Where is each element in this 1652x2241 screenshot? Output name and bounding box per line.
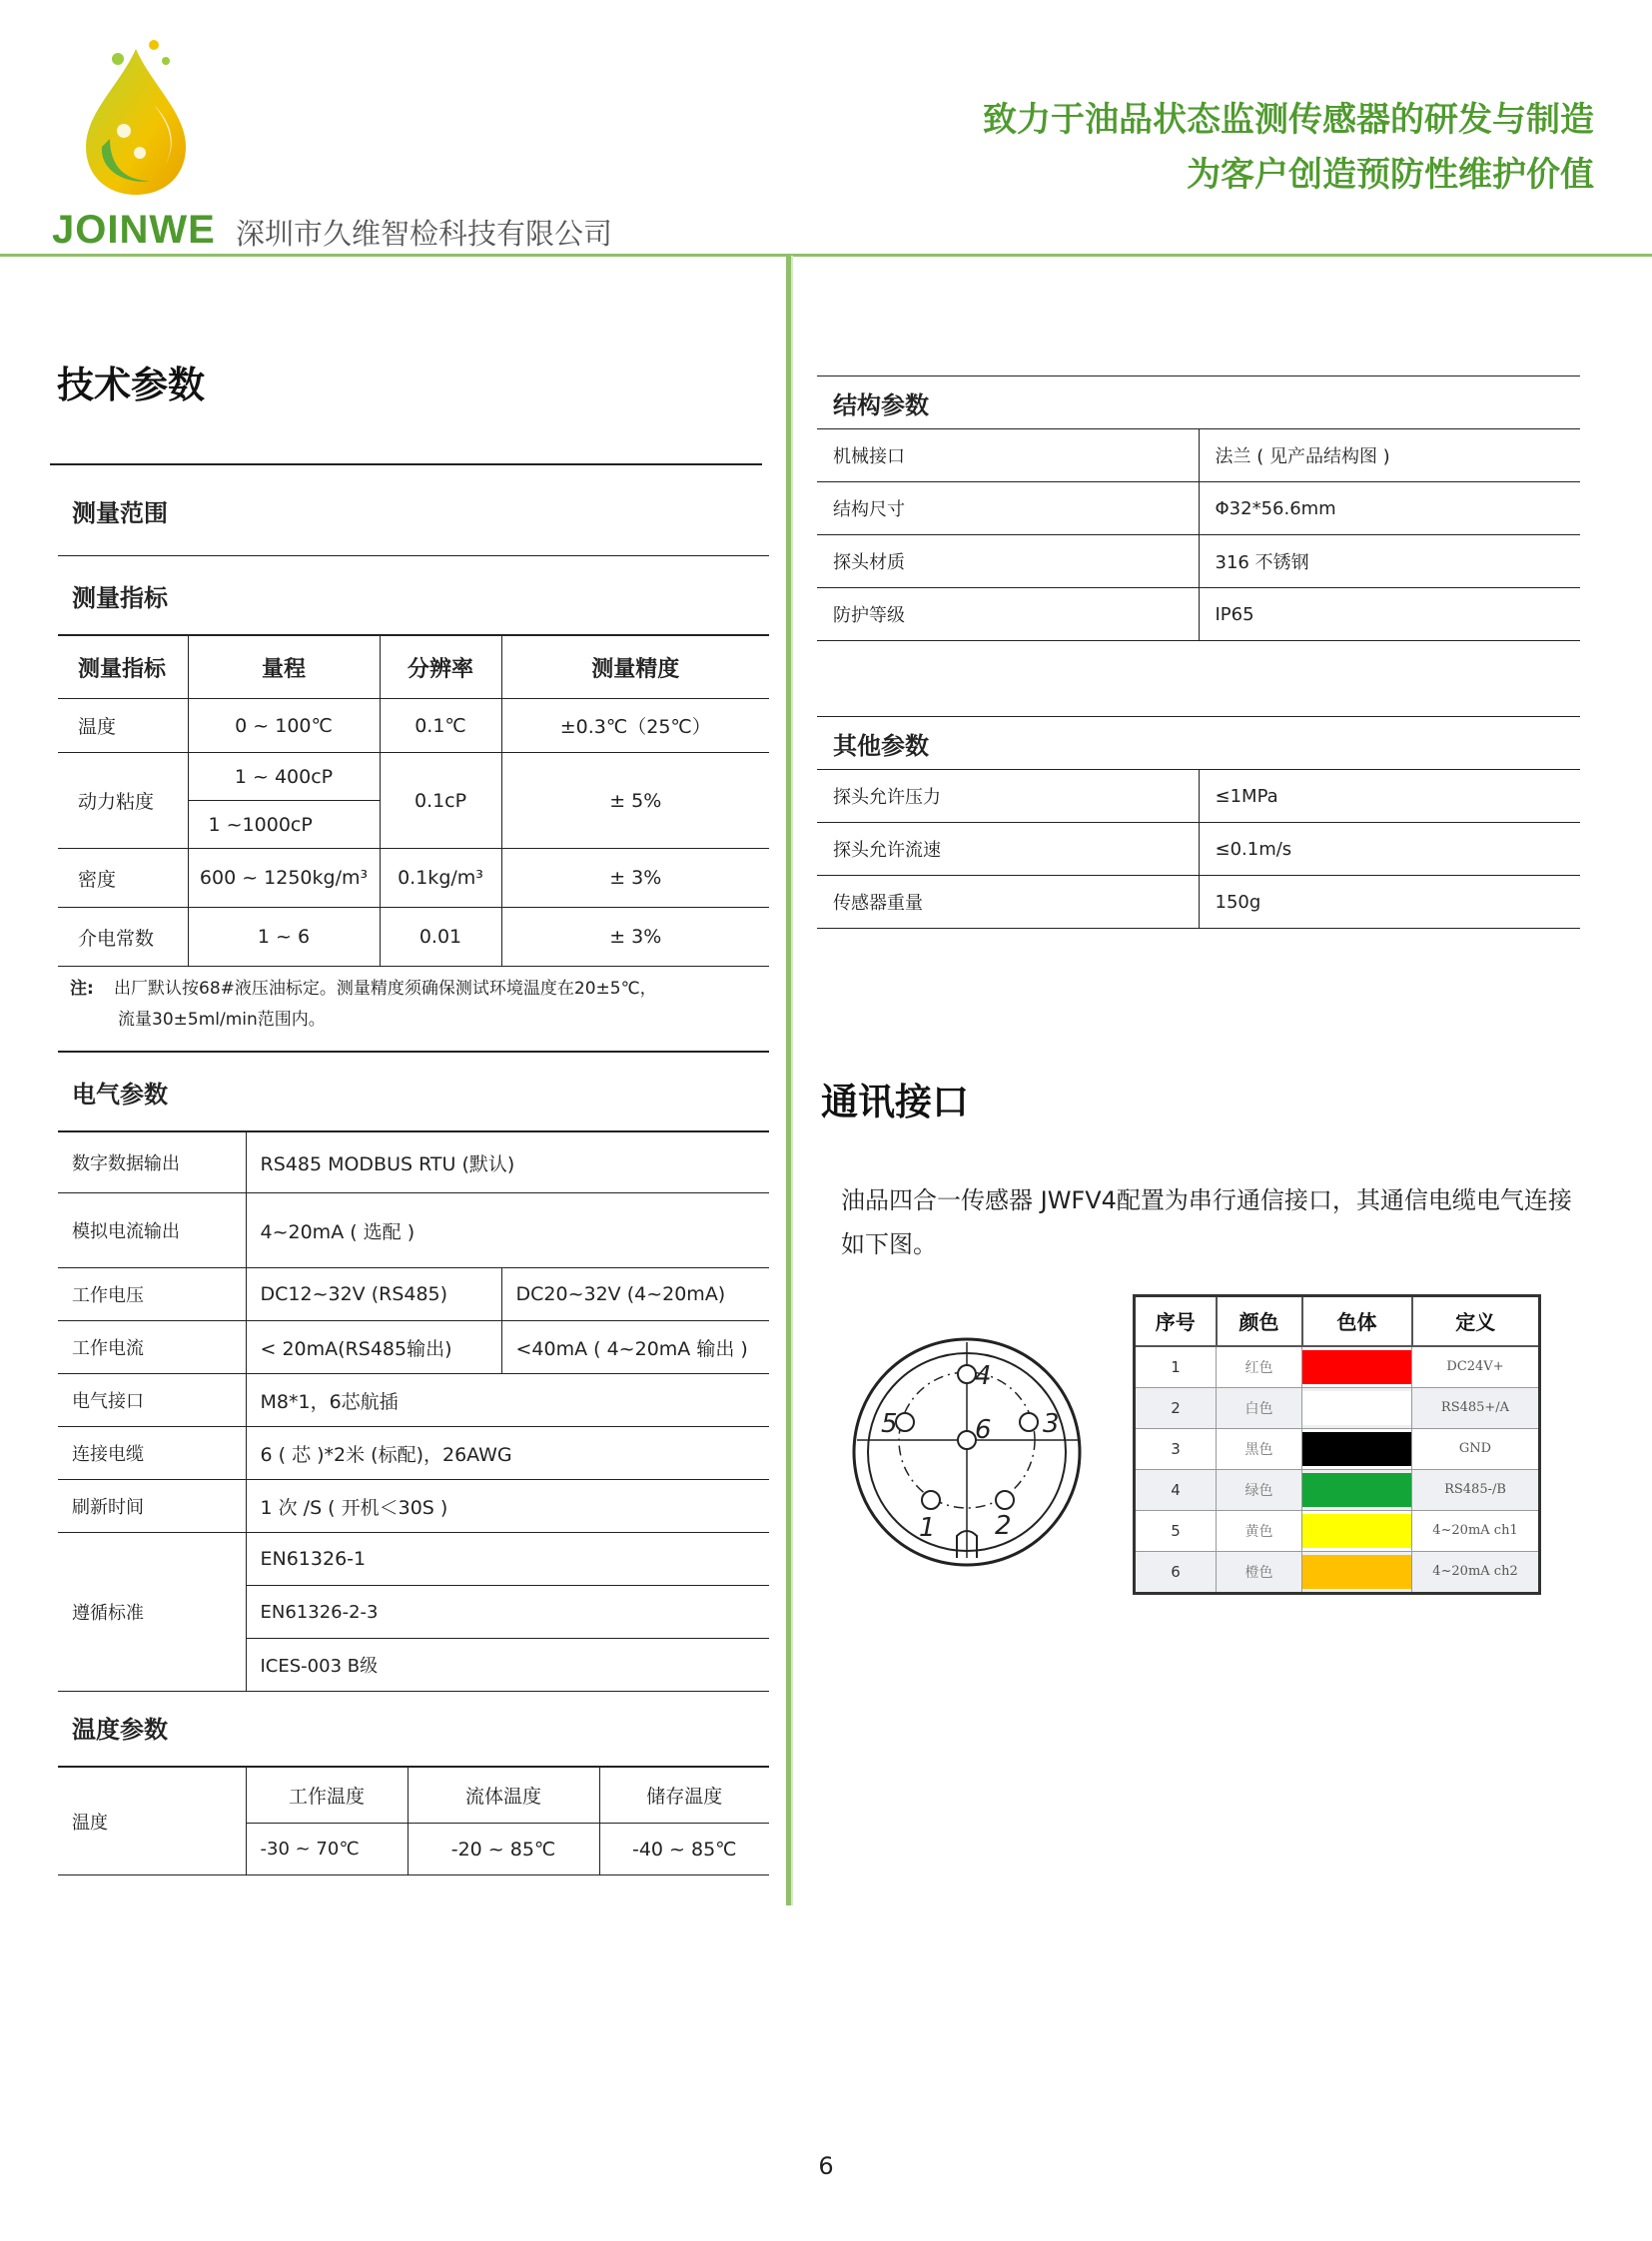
table-row <box>58 908 769 967</box>
th-accuracy: 测量精度 <box>501 636 769 699</box>
cell-value: 150g <box>1199 876 1580 929</box>
cell-value: DC20~32V (4~20mA) <box>501 1268 769 1321</box>
table-header-row <box>58 636 769 699</box>
cell-fluid-temp: -20 ~ 85℃ <box>408 1824 599 1875</box>
cell-range: 600 ~ 1250kg/m³ <box>188 849 380 908</box>
pin-label-3: 3 <box>1043 1409 1060 1439</box>
wiring-table <box>1133 1294 1541 1595</box>
th-resolution: 分辨率 <box>380 636 501 699</box>
cell-range: 1 ~ 400cP <box>188 753 380 801</box>
comm-interface-title: 通讯接口 <box>821 1081 969 1123</box>
cell-accuracy: ± 3% <box>501 849 769 908</box>
pin-4-hole <box>958 1365 976 1383</box>
cell-color: 黑色 <box>1217 1428 1302 1469</box>
th-index: 测量指标 <box>58 636 188 699</box>
pin-2-hole <box>996 1491 1014 1509</box>
pin-label-4: 4 <box>975 1361 992 1391</box>
other-params-table <box>817 716 1580 929</box>
electrical-heading <box>58 1053 769 1131</box>
cell-definition: GND <box>1412 1428 1540 1469</box>
table-header-row <box>817 376 1580 429</box>
cell-value: 1 次 /S ( 开机＜30S ) <box>246 1480 769 1533</box>
cell-name: 密度 <box>58 849 188 908</box>
table-row <box>817 535 1580 588</box>
cell-value: <40mA ( 4~20mA 输出 ) <box>501 1321 769 1374</box>
cell-label: 探头材质 <box>817 535 1199 588</box>
th-range: 量程 <box>188 636 380 699</box>
cell-label: 工作电流 <box>58 1321 246 1374</box>
cell-swatch <box>1302 1428 1412 1469</box>
table-row <box>1135 1346 1540 1388</box>
cell-color: 橙色 <box>1217 1551 1302 1593</box>
note-line-2: 流量30±5ml/min范围内。 <box>118 1010 326 1030</box>
pin-label-1: 1 <box>919 1513 936 1543</box>
cell-value: RS485 MODBUS RTU (默认) <box>246 1132 769 1193</box>
cell-swatch <box>1302 1469 1412 1510</box>
cell-name: 动力粘度 <box>58 753 188 849</box>
cell-value: IP65 <box>1199 588 1580 641</box>
cell-color: 绿色 <box>1217 1469 1302 1510</box>
cell-label: 工作电压 <box>58 1268 246 1321</box>
cell-no: 6 <box>1135 1551 1217 1593</box>
cell-label: 遵循标准 <box>58 1533 246 1692</box>
cell-label: 传感器重量 <box>817 876 1199 929</box>
cell-label: 探头允许压力 <box>817 770 1199 823</box>
table-row <box>58 1768 769 1824</box>
table-row <box>58 1132 769 1193</box>
cell-resolution: 0.1℃ <box>380 699 501 753</box>
cell-value: ICES-003 B级 <box>246 1639 769 1692</box>
comm-intro-text: 油品四合一传感器 JWFV4配置为串行通信接口，其通信电缆电气连接如下图。 <box>841 1186 1572 1258</box>
cell-value: 法兰 ( 见产品结构图 ) <box>1199 429 1580 482</box>
table-row <box>58 1427 769 1480</box>
brand-name: JOINWE <box>52 208 216 252</box>
cell-range: 1 ~1000cP <box>188 801 380 849</box>
table-row <box>1135 1428 1540 1469</box>
cell-range: 0 ~ 100℃ <box>188 699 380 753</box>
table-row <box>58 1193 769 1268</box>
th-storage-temp: 储存温度 <box>599 1768 769 1824</box>
cell-label: 防护等级 <box>817 588 1199 641</box>
electrical-table <box>58 1131 769 1692</box>
pin-5-hole <box>896 1413 914 1431</box>
cell-swatch <box>1302 1346 1412 1388</box>
cell-value: 4~20mA ( 选配 ) <box>246 1193 769 1268</box>
cell-label: 温度 <box>58 1768 246 1875</box>
color-swatch <box>1302 1391 1411 1425</box>
slogan-line-2: 为客户创造预防性维护价值 <box>1187 155 1594 195</box>
cell-resolution: 0.1kg/m³ <box>380 849 501 908</box>
page-number: 6 <box>818 2152 834 2180</box>
cell-value: Φ32*56.6mm <box>1199 482 1580 535</box>
slogan-line-1: 致力于油品状态监测传感器的研发与制造 <box>983 100 1594 140</box>
cell-value: EN61326-2-3 <box>246 1586 769 1639</box>
pin-label-5: 5 <box>881 1409 898 1439</box>
cell-color: 红色 <box>1217 1346 1302 1388</box>
cell-label: 数字数据输出 <box>58 1132 246 1193</box>
cell-value: 6 ( 芯 )*2米 (标配)，26AWG <box>246 1427 769 1480</box>
temperature-title: 温度参数 <box>72 1715 168 1744</box>
cell-value: ≤0.1m/s <box>1199 823 1580 876</box>
cell-storage-temp: -40 ~ 85℃ <box>599 1824 769 1875</box>
table-row <box>817 588 1580 641</box>
cell-value: M8*1，6芯航插 <box>246 1374 769 1427</box>
cell-color: 白色 <box>1217 1387 1302 1428</box>
th-working-temp: 工作温度 <box>246 1768 408 1824</box>
measure-table <box>58 635 769 967</box>
pin-label-2: 2 <box>995 1511 1012 1541</box>
cell-name: 介电常数 <box>58 908 188 967</box>
cell-label: 电气接口 <box>58 1374 246 1427</box>
color-swatch <box>1302 1432 1411 1466</box>
table-row <box>58 1533 769 1586</box>
cell-no: 2 <box>1135 1387 1217 1428</box>
table-row <box>58 1374 769 1427</box>
measure-range-heading <box>58 465 769 556</box>
tech-params-title: 技术参数 <box>57 364 205 406</box>
cell-definition: RS485-/B <box>1412 1469 1540 1510</box>
th-definition: 定义 <box>1412 1296 1540 1346</box>
logo-drop-icon <box>80 35 192 200</box>
cell-label: 结构尺寸 <box>817 482 1199 535</box>
th-color: 颜色 <box>1217 1296 1302 1346</box>
cell-value: EN61326-1 <box>246 1533 769 1586</box>
table-row <box>58 1321 769 1374</box>
cell-label: 探头允许流速 <box>817 823 1199 876</box>
cell-definition: 4~20mA ch2 <box>1412 1551 1540 1593</box>
cell-accuracy: ± 5% <box>501 753 769 849</box>
measure-index-heading <box>58 556 769 635</box>
note-label: 注: <box>70 979 94 999</box>
structure-table <box>817 375 1580 641</box>
table-row <box>58 1480 769 1533</box>
table-header-row <box>1135 1296 1540 1346</box>
structure-title: 结构参数 <box>817 376 1580 429</box>
cell-definition: 4~20mA ch1 <box>1412 1510 1540 1551</box>
cell-value: DC12~32V (RS485) <box>246 1268 501 1321</box>
table-row <box>817 876 1580 929</box>
table-header-row <box>817 717 1580 770</box>
th-fluid-temp: 流体温度 <box>408 1768 599 1824</box>
table-row <box>1135 1510 1540 1551</box>
cell-value: < 20mA(RS485输出) <box>246 1321 501 1374</box>
pin-6-hole <box>958 1431 976 1449</box>
cell-no: 5 <box>1135 1510 1217 1551</box>
electrical-title: 电气参数 <box>72 1080 168 1109</box>
cell-label: 刷新时间 <box>58 1480 246 1533</box>
color-swatch <box>1302 1555 1411 1589</box>
table-row <box>1135 1551 1540 1593</box>
table-row <box>58 699 769 753</box>
cell-name: 温度 <box>58 699 188 753</box>
table-row <box>817 482 1580 535</box>
cell-swatch <box>1302 1551 1412 1593</box>
note-line-1: 出厂默认按68#液压油标定。测量精度须确保测试环境温度在20±5℃， <box>114 979 657 999</box>
temperature-table <box>58 1767 769 1875</box>
pin-3-hole <box>1020 1413 1038 1431</box>
cell-color: 黄色 <box>1217 1510 1302 1551</box>
pin-label-6: 6 <box>975 1415 992 1445</box>
table-row <box>817 770 1580 823</box>
measure-range-title: 测量范围 <box>72 498 168 527</box>
column-divider <box>786 256 791 1905</box>
cell-swatch <box>1302 1510 1412 1551</box>
color-swatch <box>1302 1473 1411 1507</box>
color-swatch <box>1302 1514 1411 1548</box>
table-row <box>817 823 1580 876</box>
company-name: 深圳市久维智检科技有限公司 <box>236 217 613 251</box>
cell-resolution: 0.1cP <box>380 753 501 849</box>
header-divider <box>0 254 1652 257</box>
cell-definition: RS485+/A <box>1412 1387 1540 1428</box>
cell-definition: DC24V+ <box>1412 1346 1540 1388</box>
cell-swatch <box>1302 1387 1412 1428</box>
th-no: 序号 <box>1135 1296 1217 1346</box>
measure-index-title: 测量指标 <box>72 583 168 612</box>
table-row <box>58 1268 769 1321</box>
cell-label: 连接电缆 <box>58 1427 246 1480</box>
table-row <box>817 429 1580 482</box>
cell-range: 1 ~ 6 <box>188 908 380 967</box>
cell-no: 3 <box>1135 1428 1217 1469</box>
th-swatch: 色体 <box>1302 1296 1412 1346</box>
cell-label: 模拟电流输出 <box>58 1193 246 1268</box>
temperature-heading <box>58 1688 769 1767</box>
pin-1-hole <box>922 1491 940 1509</box>
table-row <box>1135 1387 1540 1428</box>
table-row <box>1135 1469 1540 1510</box>
table-row <box>58 753 769 801</box>
cell-accuracy: ± 3% <box>501 908 769 967</box>
measure-note <box>70 974 657 1036</box>
cell-no: 1 <box>1135 1346 1217 1388</box>
connector-pin-diagram <box>847 1336 1089 1574</box>
color-swatch <box>1302 1350 1411 1384</box>
cell-no: 4 <box>1135 1469 1217 1510</box>
cell-working-temp: -30 ~ 70℃ <box>246 1824 408 1875</box>
other-title: 其他参数 <box>817 717 1580 770</box>
cell-resolution: 0.01 <box>380 908 501 967</box>
cell-value: 316 不锈钢 <box>1199 535 1580 588</box>
cell-value: ≤1MPa <box>1199 770 1580 823</box>
cell-accuracy: ±0.3℃（25℃） <box>501 699 769 753</box>
table-row <box>58 849 769 908</box>
cell-label: 机械接口 <box>817 429 1199 482</box>
